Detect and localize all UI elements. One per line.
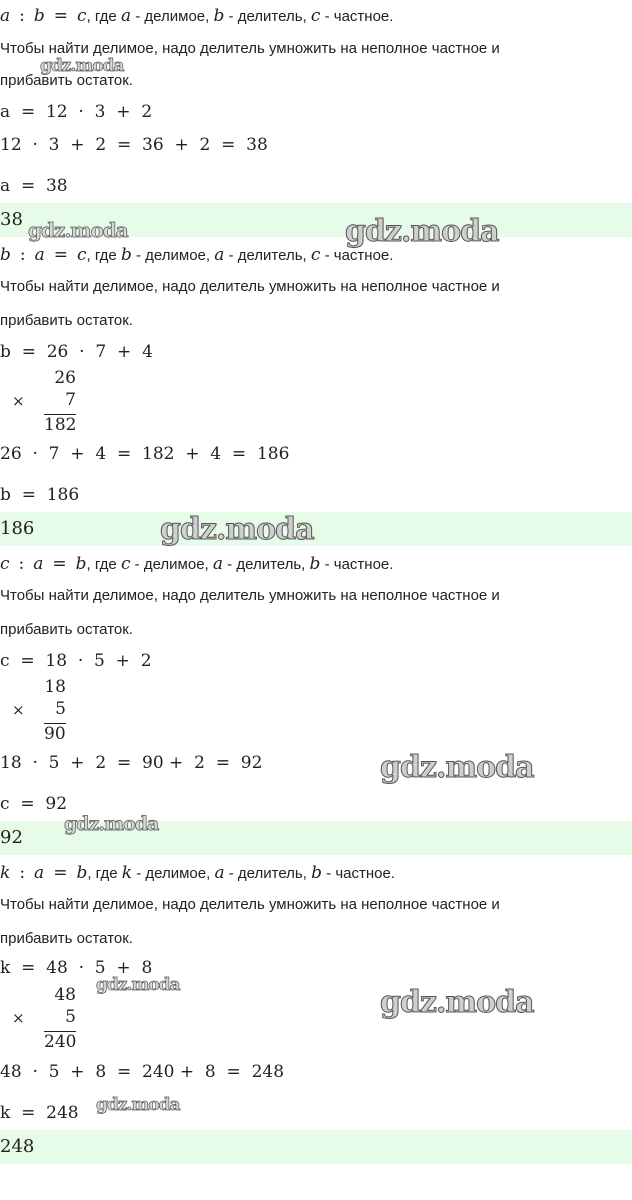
expression: c = 18 · 5 + 2 [0, 651, 152, 671]
calculation: 12 · 3 + 2 = 36 + 2 = 38 [0, 135, 268, 155]
rule-text-line2: прибавить остаток. [0, 930, 133, 947]
result: b = 186 [0, 485, 80, 505]
result: k = 248 [0, 1103, 79, 1123]
watermark-logo: gdz.moda [160, 512, 314, 547]
result: a = 38 [0, 176, 68, 196]
expression: b = 26 · 7 + 4 [0, 342, 153, 362]
answer-box: 248 [0, 1130, 632, 1164]
watermark-logo: gdz.moda [96, 1095, 180, 1115]
rule-text-line2: прибавить остаток. [0, 312, 133, 329]
column-multiplication: 48 × 5 240 [12, 985, 77, 1052]
rule-text-line1: Чтобы найти делимое, надо делитель умножить на неполное частное и [0, 40, 500, 57]
rule-text-line1: Чтобы найти делимое, надо делитель умножить на неполное частное и [0, 278, 500, 295]
result: c = 92 [0, 794, 68, 814]
calculation: 26 · 7 + 4 = 182 + 4 = 186 [0, 444, 290, 464]
watermark-logo: gdz.moda [380, 750, 534, 785]
rule-text-line2: прибавить остаток. [0, 621, 133, 638]
rule-text-line1: Чтобы найти делимое, надо делитель умножить на неполное частное и [0, 587, 500, 604]
calculation: 18 · 5 + 2 = 90 + 2 = 92 [0, 753, 263, 773]
rule-text-line2: прибавить остаток. [0, 72, 133, 89]
column-multiplication: 18 × 5 90 [12, 677, 66, 744]
rule-text-line1: Чтобы найти делимое, надо делитель умножить на неполное частное и [0, 896, 500, 913]
definition-line: c : a = b, где c - делимое, a - делитель, b - частное. [0, 554, 394, 574]
watermark-logo: gdz.moda [28, 218, 128, 242]
answer-box: 38 [0, 203, 632, 237]
expression: a = 12 · 3 + 2 [0, 102, 153, 122]
definition-line: a : b = c, где a - делимое, b - делитель, c - частное. [0, 6, 394, 26]
watermark-logo: gdz.moda [345, 214, 499, 249]
watermark-logo: gdz.moda [96, 975, 180, 995]
watermark-logo: gdz.moda [380, 985, 534, 1020]
answer-box: 92 [0, 821, 632, 855]
answer-box: 186 [0, 512, 632, 546]
column-multiplication: 26 × 7 182 [12, 368, 77, 435]
expression: k = 48 · 5 + 8 [0, 958, 153, 978]
watermark-logo: gdz.moda [64, 813, 159, 835]
calculation: 48 · 5 + 8 = 240 + 8 = 248 [0, 1062, 285, 1082]
definition-line: b : a = c, где b - делимое, a - делитель, c - частное. [0, 245, 394, 265]
definition-line: k : a = b, где k - делимое, a - делитель, b - частное. [0, 863, 395, 883]
watermark-logo: gdz.moda [40, 56, 124, 76]
